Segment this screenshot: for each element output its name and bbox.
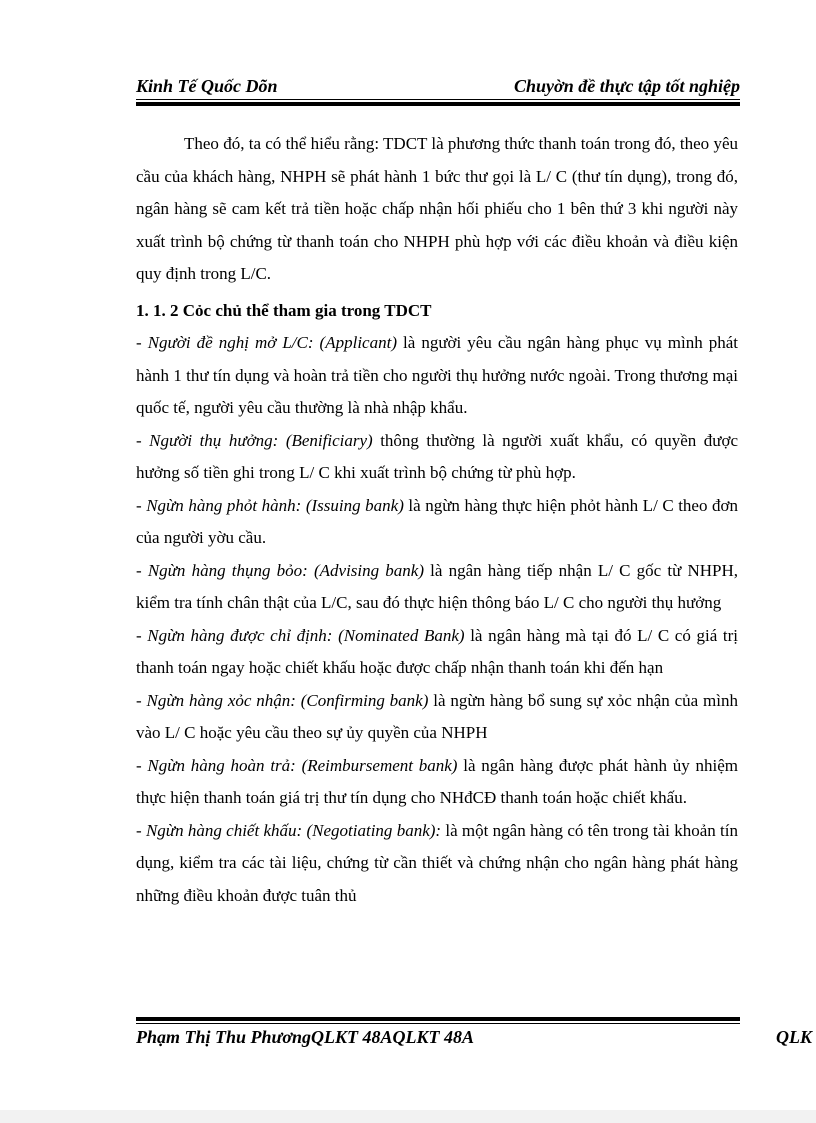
entry-text: là ngừn hàng thực hiện phỏt hành L/ C theo đơn của người yờu cầu. (136, 495, 738, 547)
entry-advising-bank (136, 555, 738, 620)
page-bottom-band (0, 1110, 816, 1123)
entry-role: - Ngừn hàng hoàn trả: (Reimbursement bank) (136, 755, 458, 775)
footer-left-text: Phạm Thị Thu PhươngQLKT 48AQLKT 48A (136, 1027, 474, 1047)
entry-role: - Người đề nghị mở L/C: (Applicant) (136, 333, 397, 352)
document-body (136, 128, 738, 912)
header-right-text: Chuyờn đề thực tập tốt nghiệp (514, 76, 740, 96)
header-left-text: Kinh Tế Quốc Dõn (136, 76, 278, 96)
entry-role: - Ngừn hàng chiết khấu: (Negotiating bank): (136, 820, 442, 840)
entry-text: là ngân hàng tiếp nhận L/ C gốc từ NHPH, kiểm tra tính chân thật của L/C, sau đó thực hiện thông báo L/ C cho người thụ hưởng (136, 560, 738, 612)
entry-negotiating-bank (136, 815, 738, 913)
entry-text: là một ngân hàng có tên trong tài khoản tín dụng, kiểm tra các tài liệu, chứng từ cần thiết và chứng nhận cho ngân hàng phát hàng những điều khoản được tuân thủ (136, 820, 738, 905)
entry-applicant (136, 327, 738, 425)
entry-beneficiary (136, 425, 738, 490)
entry-text: thông thường là người xuất khẩu, có quyền được hưởng số tiền ghi trong L/ C khi xuất trình bộ chứng từ phù hợp. (136, 430, 739, 482)
entry-text: là người yêu cầu ngân hàng phục vụ mình phát hành 1 thư tín dụng và hoàn trả tiền cho người thụ hưởng nước ngoài. Trong thương mại quốc tế, người yêu cầu thường là nhà nhập khẩu. (136, 333, 738, 417)
entry-text: là ngừn hàng bổ sung sự xỏc nhận của mình vào L/ C hoặc yêu cầu theo sự ủy quyền của NHPH (136, 690, 738, 742)
page-header (136, 76, 740, 97)
section-heading: 1. 1. 2 Cỏc chủ thể tham gia trong TDCT (136, 300, 432, 320)
header-rule-thin (136, 99, 740, 100)
entry-text: là ngân hàng được phát hành ủy nhiệm thực hiện thanh toán giá trị thư tín dụng cho NHđCĐ thanh toán hoặc chiết khấu. (136, 755, 738, 807)
intro-paragraph: Theo đó, ta có thể hiểu rằng: TDCT là phương thức thanh toán trong đó, theo yêu cầu của khách hàng, NHPH sẽ phát hành 1 bức thư gọi là L/ C (thư tín dụng), trong đó, ngân hàng sẽ cam kết trả tiền hoặc chấp nhận hối phiếu cho 1 bên thứ 3 khi người này xuất trình bộ chứng từ thanh toán cho NHPH phù hợp với các điều khoản và điều kiện quy định trong L/C. (136, 134, 738, 283)
entry-role: - Ngừn hàng xỏc nhận: (Confirming bank) (136, 690, 429, 710)
entry-role: - Ngừn hàng được chỉ định: (Nominated Bank) (136, 625, 465, 645)
header-rule-thick (136, 102, 740, 106)
footer-rule-thin (136, 1023, 740, 1024)
entry-reimbursement-bank (136, 750, 738, 815)
entry-issuing-bank (136, 490, 738, 555)
footer-rule-thick (136, 1017, 740, 1021)
entry-confirming-bank (136, 685, 738, 750)
entry-role: - Ngừn hàng phỏt hành: (Issuing bank) (136, 495, 404, 515)
footer-right-text: QLK (776, 1027, 812, 1047)
entry-role: - Ngừn hàng thụng bỏo: (Advising bank) (136, 560, 424, 580)
entry-text: là ngân hàng mà tại đó L/ C có giá trị thanh toán ngay hoặc chiết khấu hoặc được chấp nhận thanh toán khi đến hạn (136, 625, 738, 677)
entry-role: - Người thụ hưởng: (Benificiary) (136, 430, 373, 450)
entry-nominated-bank (136, 620, 738, 685)
